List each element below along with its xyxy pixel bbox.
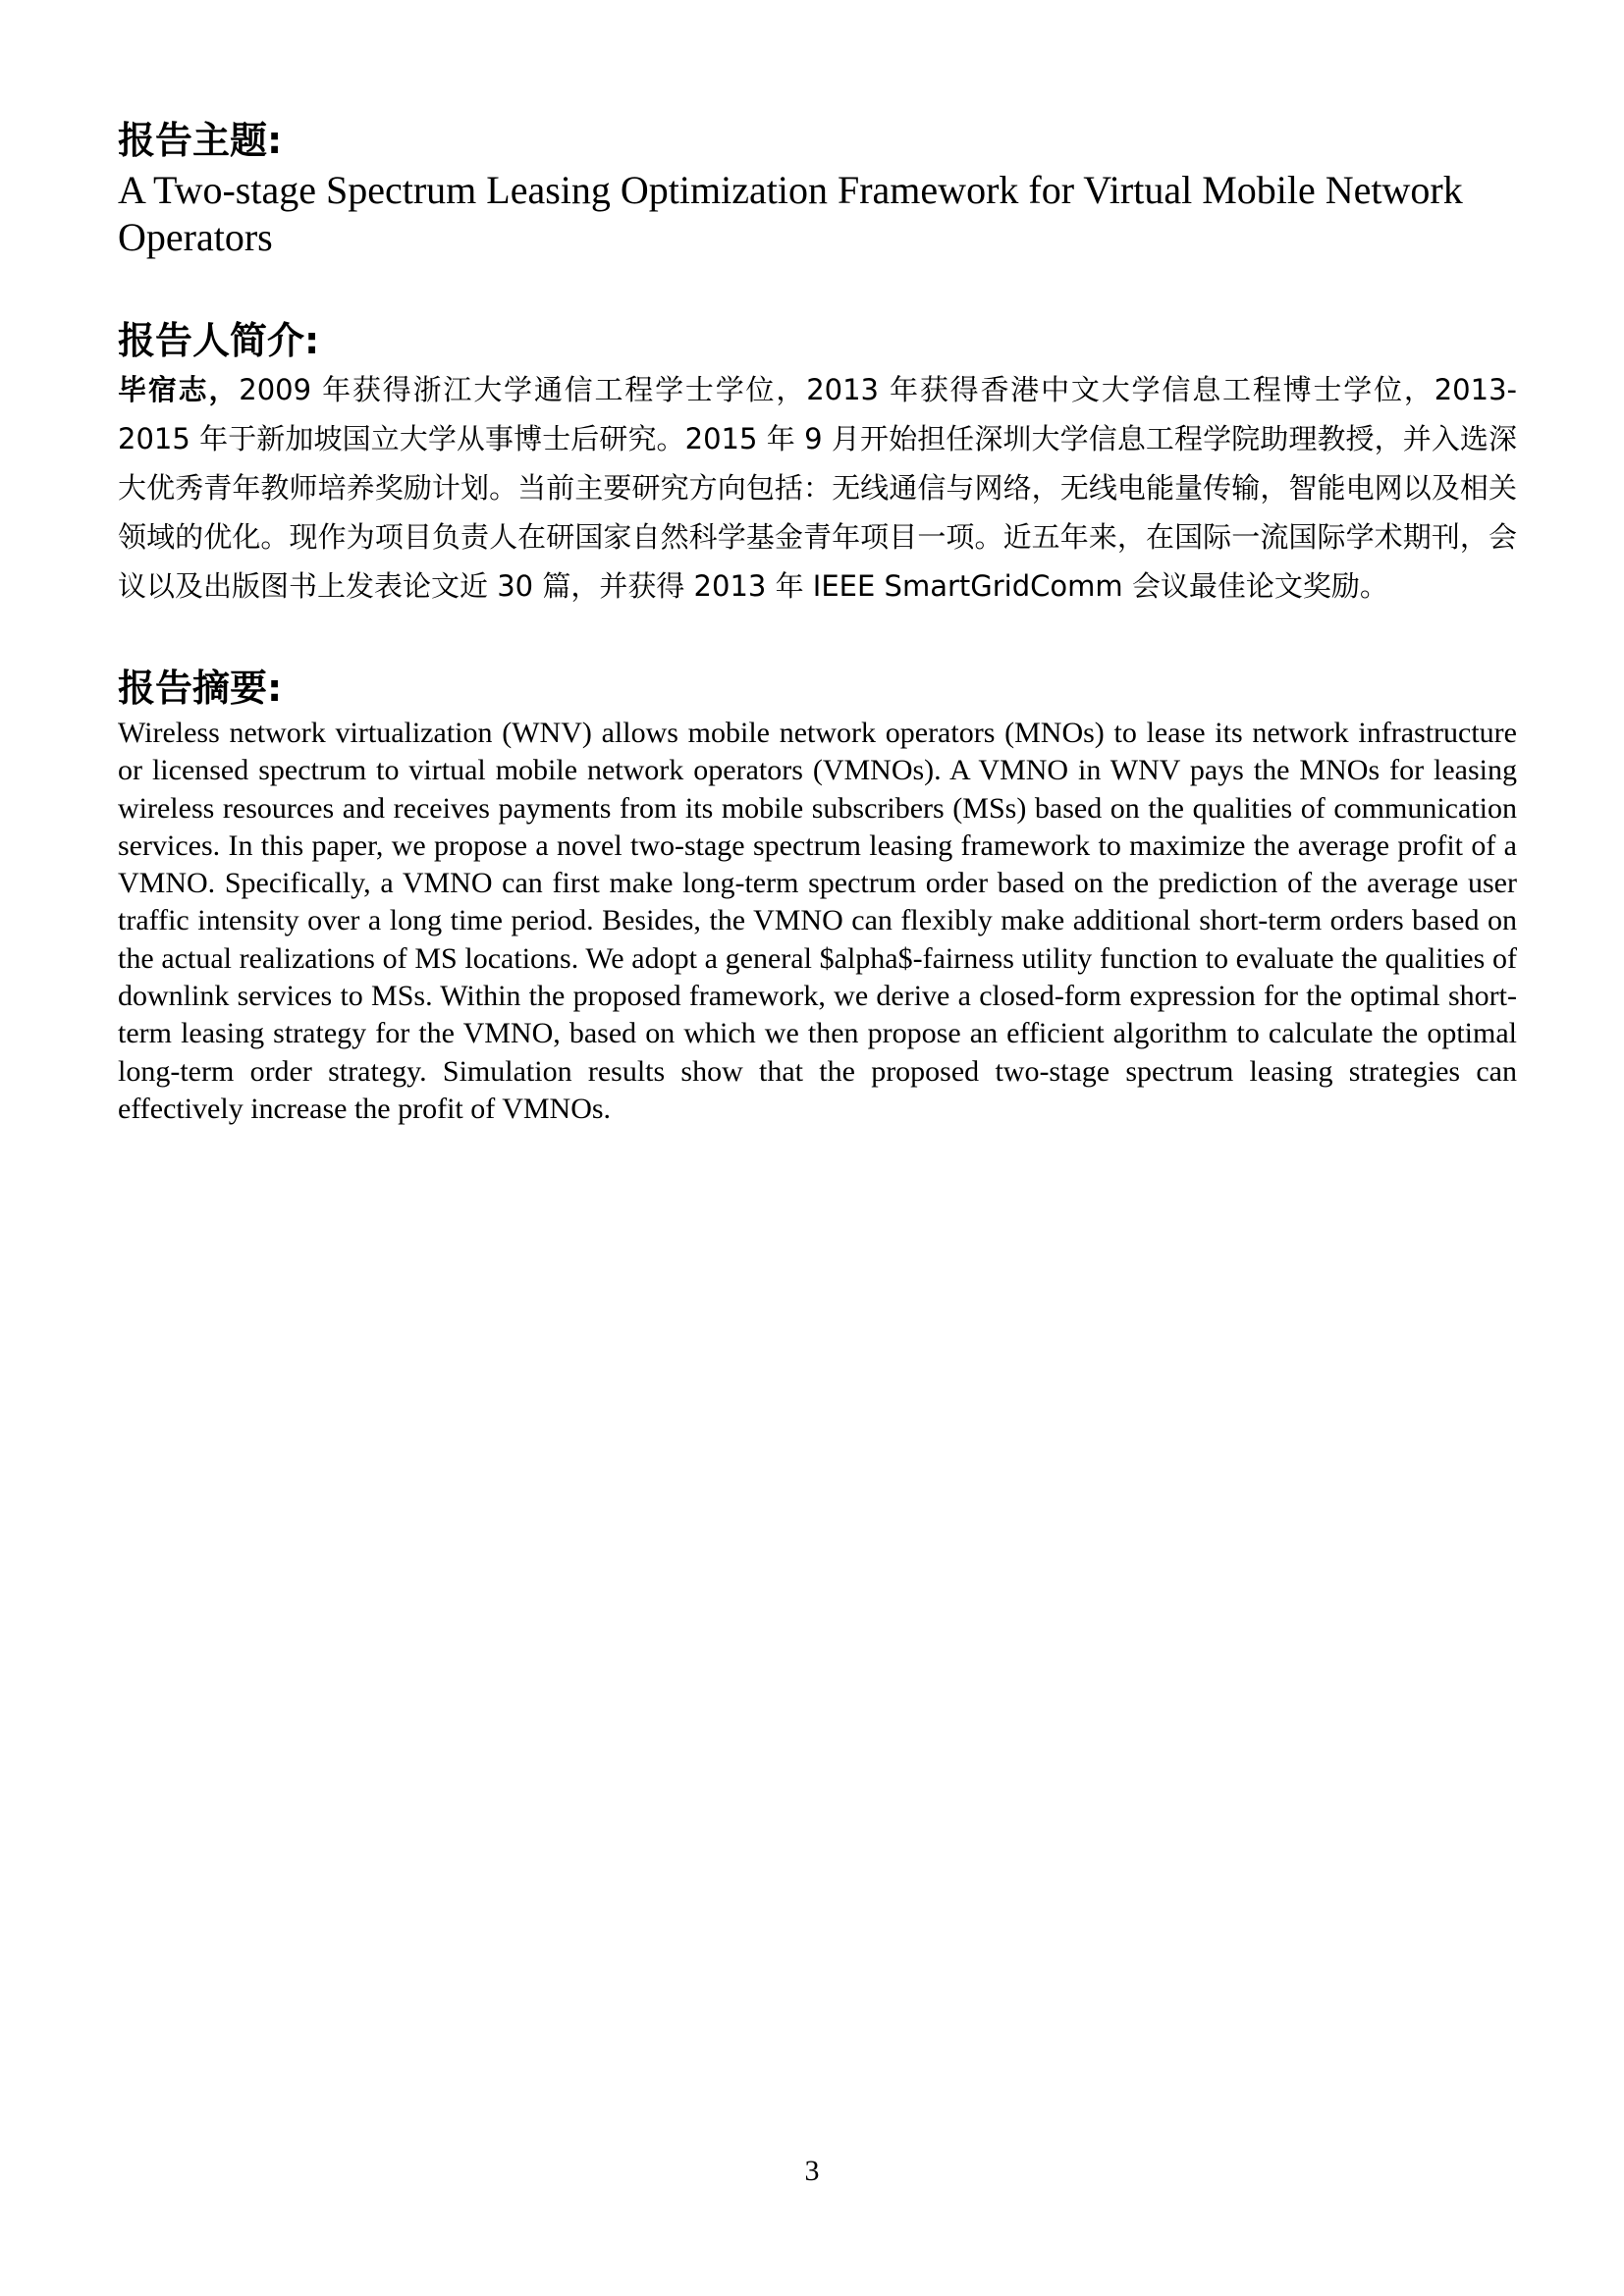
speaker-name: 毕宿志，	[118, 373, 240, 406]
topic-section	[118, 118, 1517, 261]
speaker-section	[118, 318, 1517, 611]
document-page	[118, 118, 1517, 1128]
abstract-section	[118, 666, 1517, 1128]
speaker-bio-text: 2009 年获得浙江大学通信工程学士学位，2013 年获得香港中文大学信息工程博士学位，2013-2015 年于新加坡国立大学从事博士后研究。2015 年 9 月开始担任深圳大学信息工程学院助理教授，并入选深大优秀青年教师培养奖励计划。当前主要研究方向包括：无线通信与网络，无线电能量传输，智能电网以及相关领域的优化。现作为项目负责人在研国家自然科学基金青年项目一项。近五年来，在国际一流国际学术期刊，会议以及出版图书上发表论文近 30 篇，并获得 2013 年 IEEE SmartGridComm 会议最佳论文奖励。	[118, 373, 1517, 603]
speaker-heading: 报告人简介:	[118, 319, 320, 362]
abstract-text: Wireless network virtualization (WNV) allows mobile network operators (MNOs) to lease its network infrastructure or licensed spectrum to virtual mobile network operators (VMNOs). A VMNO in WNV pays the MNOs for leasing wireless resources and receives payments from its mobile subscribers (MSs) based on the qualities of communication services. In this paper, we propose a novel two-stage spectrum leasing framework to maximize the average profit of a VMNO. Specifically, a VMNO can first make long-term spectrum order based on the prediction of the average user traffic intensity over a long time period. Besides, the VMNO can flexibly make additional short-term orders based on the actual realizations of MS locations. We adopt a general $alpha$-fairness utility function to evaluate the qualities of downlink services to MSs. Within the proposed framework, we derive a closed-form expression for the optimal short-term leasing strategy for the VMNO, based on which we then propose an efficient algorithm to calculate the optimal long-term order strategy. Simulation results show that the proposed two-stage spectrum leasing strategies can effectively increase the profit of VMNOs.	[118, 717, 1517, 1125]
topic-heading: 报告主题:	[118, 119, 283, 162]
speaker-bio	[118, 365, 1517, 611]
abstract-heading: 报告摘要:	[118, 667, 283, 710]
talk-title: A Two-stage Spectrum Leasing Optimization Framework for Virtual Mobile Network Operators	[118, 168, 1463, 259]
page-number: 3	[804, 2155, 820, 2187]
